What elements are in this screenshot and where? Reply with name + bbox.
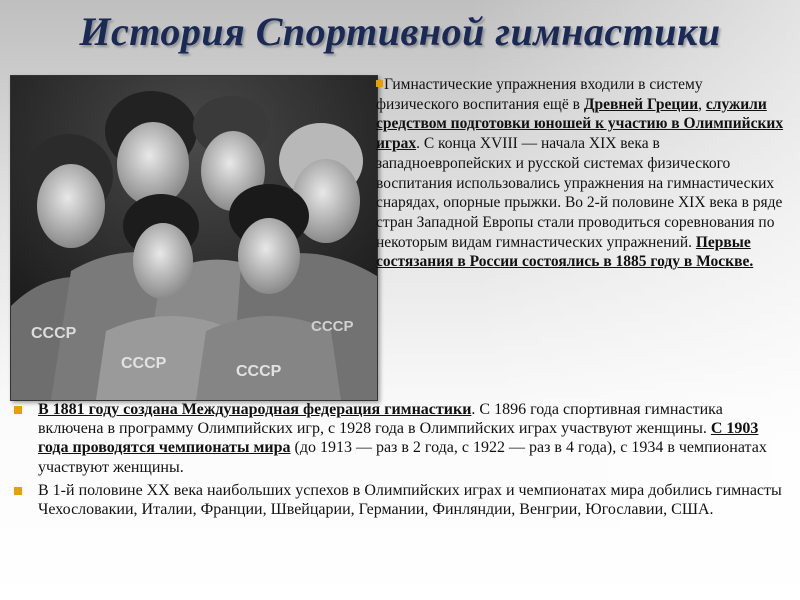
jacket-text-3: СССР (236, 363, 282, 380)
bullet-marker (14, 406, 22, 414)
link-world-championships-1903[interactable]: С 1903 года проводятся чемпионаты мира (38, 420, 759, 457)
list-item (12, 481, 792, 519)
link-first-russia-competitions[interactable]: Первые состязания в России состоялись в 1885 году в Москве. (376, 233, 754, 271)
photo-illustration (11, 76, 377, 400)
jacket-text-4: СССР (311, 318, 354, 335)
text-segment: (до 1913 — раз в 2 года, с 1922 — раз в 4 года), с 1934 в чемпионатах участвуют женщины. (38, 439, 767, 476)
list-item (12, 400, 792, 477)
slide-title: История Спортивной гимнастики (79, 9, 721, 54)
bullet-marker (376, 80, 383, 87)
jacket-text-1: СССР (31, 325, 77, 342)
bullet-marker (14, 487, 22, 495)
history-paragraph (376, 75, 788, 272)
text-segment: . С 1896 года спортивная гимнастика включена в программу Олимпийских игр, с 1928 года в Олимпийских играх участвуют женщины. (38, 401, 723, 438)
jacket-text-2: СССР (121, 355, 167, 372)
text-segment: Гимнастические упражнения входили в систему физического воспитания ещё в (376, 76, 703, 113)
text-segment: , (698, 95, 706, 113)
gymnasts-photo (10, 75, 378, 401)
bullet-list (12, 400, 792, 523)
text-segment: . С конца XVIII — начала XIX века в западноевропейских и русской системах физического воспитания использовались упражнения на гимнастических снарядах, опорные прыжки. Во 2-й половине XIX века в ряде стран Западной Европы стали проводиться соревнования по некоторым видам гимнастических упражнений. (376, 135, 783, 251)
link-federation-1881[interactable]: В 1881 году создана Международная федерация гимнастики (38, 401, 472, 418)
link-olympic-preparation[interactable]: служили средством подготовки юношей к участию в Олимпийских играх (376, 95, 784, 153)
text-segment: В 1-й половине XX века наибольших успехов в Олимпийских играх и чемпионатах мира добились гимнасты Чехословакии, Италии, Франции, Швейцарии, Германии, Финляндии, Венгрии, Югославии, США. (38, 481, 782, 519)
link-ancient-greece[interactable]: Древней Греции (583, 95, 699, 113)
